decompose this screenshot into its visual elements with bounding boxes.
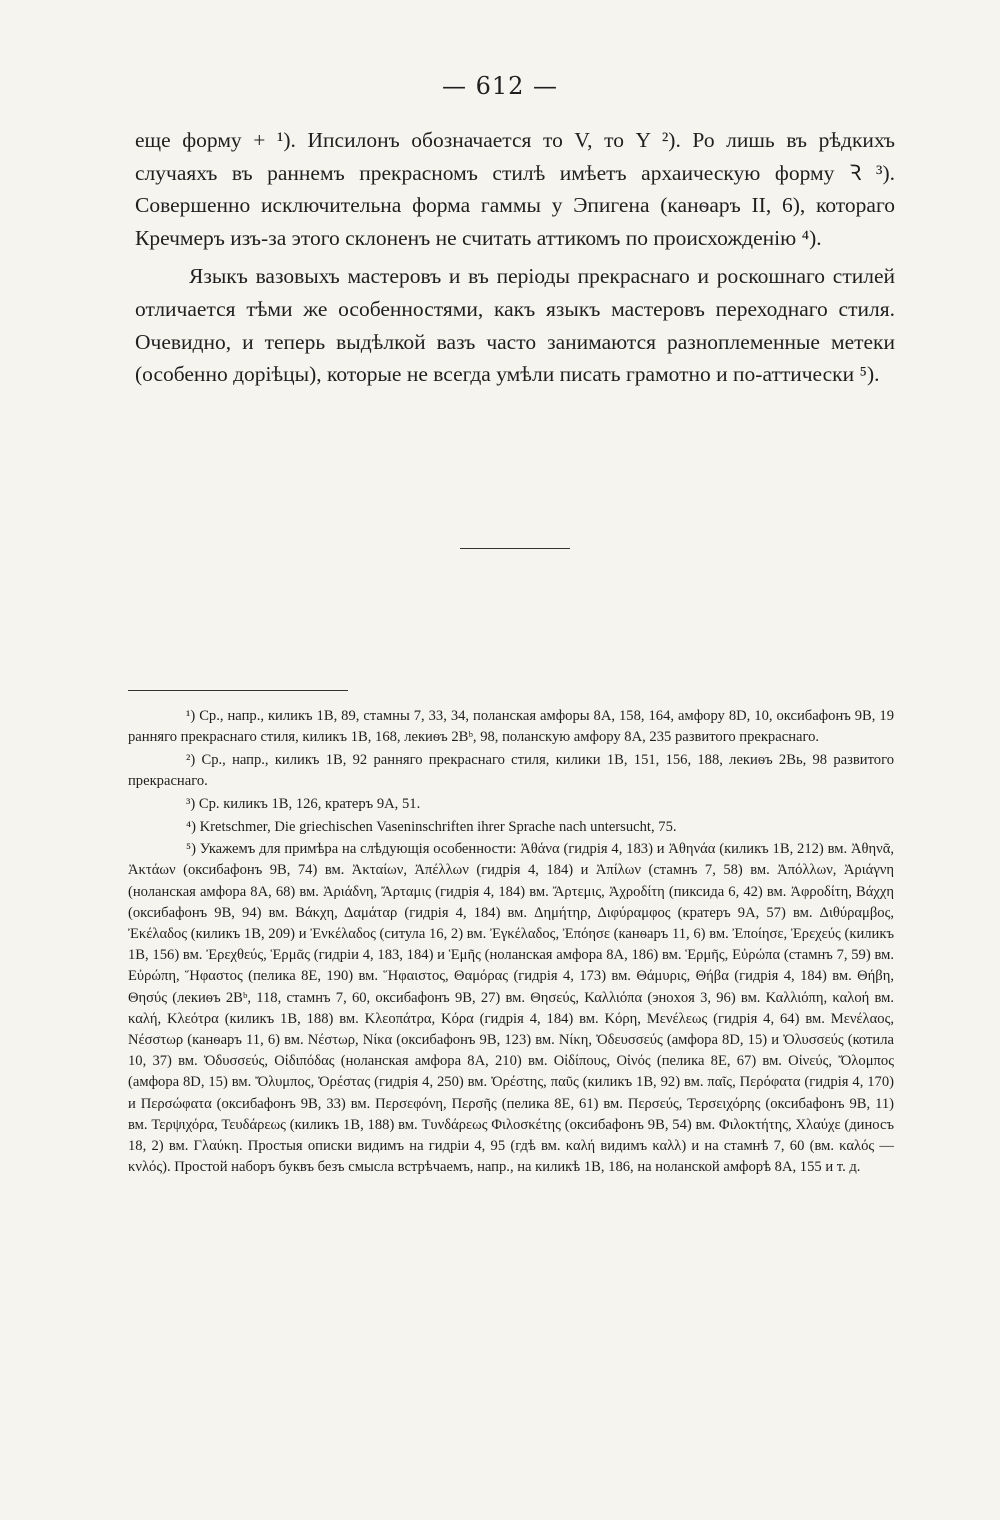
main-text [135,124,895,391]
footnote: ³) Ср. киликъ 1В, 126, кратеръ 9А, 51. [186,795,421,812]
page-number: — 612 — [441,72,559,100]
footnote: ¹) Ср., напр., киликъ 1В, 89, стамны 7, 33, 34, поланская амфоры 8А, 158, 164, амфору 8D, 10, оксибафонъ 9В, 19 ранняго прекраснаго стиля, киликъ 1В, 168, лекиѳъ 2Bᵇ, 98, поланскую амфору 8А, 235 развитого прекраснаго. [128,708,894,746]
footnote-rule [128,690,348,691]
paragraph: еще форму + ¹). Ипсилонъ обозначается то V, то Y ²). Ро лишь въ рѣдкихъ случаяхъ въ раннемъ прекрасномъ стилѣ имѣетъ архаическую форму Ꝛ ³). Совершенно исключительна форма гаммы у Эпигена (канѳаръ II, 6), котораго Кречмеръ изъ-за этого склоненъ не считать аттикомъ по происхожденію ⁴). [135,128,895,250]
footnote: ²) Ср., напр., киликъ 1В, 92 ранняго прекраснаго стиля, килики 1В, 151, 156, 188, лекиѳъ 2Вь, 98 развитого прекраснаго. [128,751,894,790]
section-divider [460,548,570,549]
footnote: ⁵) Укажемъ для примѣра на слѣдующія особенности: Ἀθάνα (гидрія 4, 183) и Ἀθηνάα (киликъ 1В, 212) вм. Ἀθηνᾶ, Ἀκτάων (оксибафонъ 9В, 74) вм. Ἀκταίων, Ἀπέλλων (гидрія 4, 184) и Ἀπίλων (стамнъ 7, 58) вм. Ἀπόλλων, Ἀριάγνη (ноланская амфора 8А, 68) вм. Ἀριάδνη, Ἄρταμις (гидрія 4, 184) вм. Ἄρτεμις, Ἀχροδίτη (пиксида 6, 42) вм. Ἀφροδίτη, Βάχχη (оксибафонъ 9В, 94) вм. Βάκχη, Δαμάταρ (гидрія 4, 184) вм. Δημήτηρ, Διφύραμφος (кратеръ 9А, 57) вм. Διθύραμβος, Ἐκέλαδος (киликъ 1В, 209) и Ἐνκέλαδος (ситула 16, 2) вм. Ἐγκέλαδος, Ἐπόησε (канѳаръ 11, 6) вм. Ἐποίησε, Ἐρεχεύς (киликъ 1В, 156) вм. Ἐρεχθεύς, Ἑρμᾶς (гидріи 4, 183, 184) и Ἑμῆς (ноланская амфора 8А, 186) вм. Ἑρμῆς, Εὐρώπα (стамнъ 7, 59) вм. Εὐρώπη, Ἥφαστος (пелика 8E, 190) вм. Ἥφαιστος, Θαμόρας (гидрія 4, 173) вм. Θάμυρις, Θήβα (гидрія 4, 184) вм. Θήβη, Θησύς (лекиѳъ 2Bᵇ, 118, стамнъ 7, 60, оксибафонъ 9В, 27) вм. Θησεύς, Καλλιόπα (эноxoя 3, 96) вм. Καλλιόπη, καλοή вм. καλή, Κλεότρα (киликъ 1В, 188) вм. Κλεοπάτρα, Κόρα (гидрія 4, 184) вм. Κόρη, Μενέλεως (гидрія 4, 64) вм. Μενέλαος, Νέσστωρ (канѳаръ 11, 6) вм. Νέστωρ, Νίκα (оксибафонъ 9В, 123) вм. Νίκη, Ὀδευσσεύς (амфора 8D, 15) и Ὀλυσσεύς (котила 10, 37) вм. Ὀδυσσεύς, Οἰδιπόδας (ноланская амфора 8А, 210) вм. Οἰδίπους, Οἰνός (пелика 8E, 67) вм. Οἰνεύς, Ὄλομπος (амфора 8D, 15) вм. Ὄλυμπος, Ὀρέστας (гидрія 4, 250) вм. Ὀρέστης, παῦς (киликъ 1В, 92) вм. παῖς, Περόφατα (гидрія 4, 170) и Περσώφατα (оксибафонъ 9В, 33) вм. Περσεφόνη, Περσῆς (пелика 8E, 61) вм. Περσεύς, Τερσειχόρης (оксибафонъ 9В, 11) вм. Τερψιχόρα, Τευδάρεως (киликъ 1В, 188) вм. Τυνδάρεως Φιλοσκέτης (оксибафонъ 9В, 54) вм. Φιλοκτήτης, Χλαύχε (диносъ 18, 2) вм. Γλαύκη. Простыя описки видимъ на гидріи 4, 95 (гдѣ вм. καλή видимъ καλλ) и на стамнѣ 7, 60 (вм. καλός — κνλός). Простой наборъ буквъ безъ смысла встрѣчаемъ, напр., на киликѣ 1В, 186, на ноланской амфорѣ 8А, 155 и т. д. [128,841,894,1176]
paragraph: Языкъ вазовыхъ мастеровъ и въ періоды прекраснаго и роскошнаго стилей отличается тѣми же особенностями, какъ языкъ мастеровъ переходнаго стиля. Очевидно, и теперь выдѣлкой вазъ часто занимаются разноплеменные метеки (особенно доріѣцы), которые не всегда умѣли писать грамотно и по-аттически ⁵). [135,264,895,387]
footnote: ⁴) Kretschmer, Die griechischen Vaseninschriften ihrer Sprache nach untersucht, 75. [186,818,677,835]
footnotes [128,706,894,1180]
